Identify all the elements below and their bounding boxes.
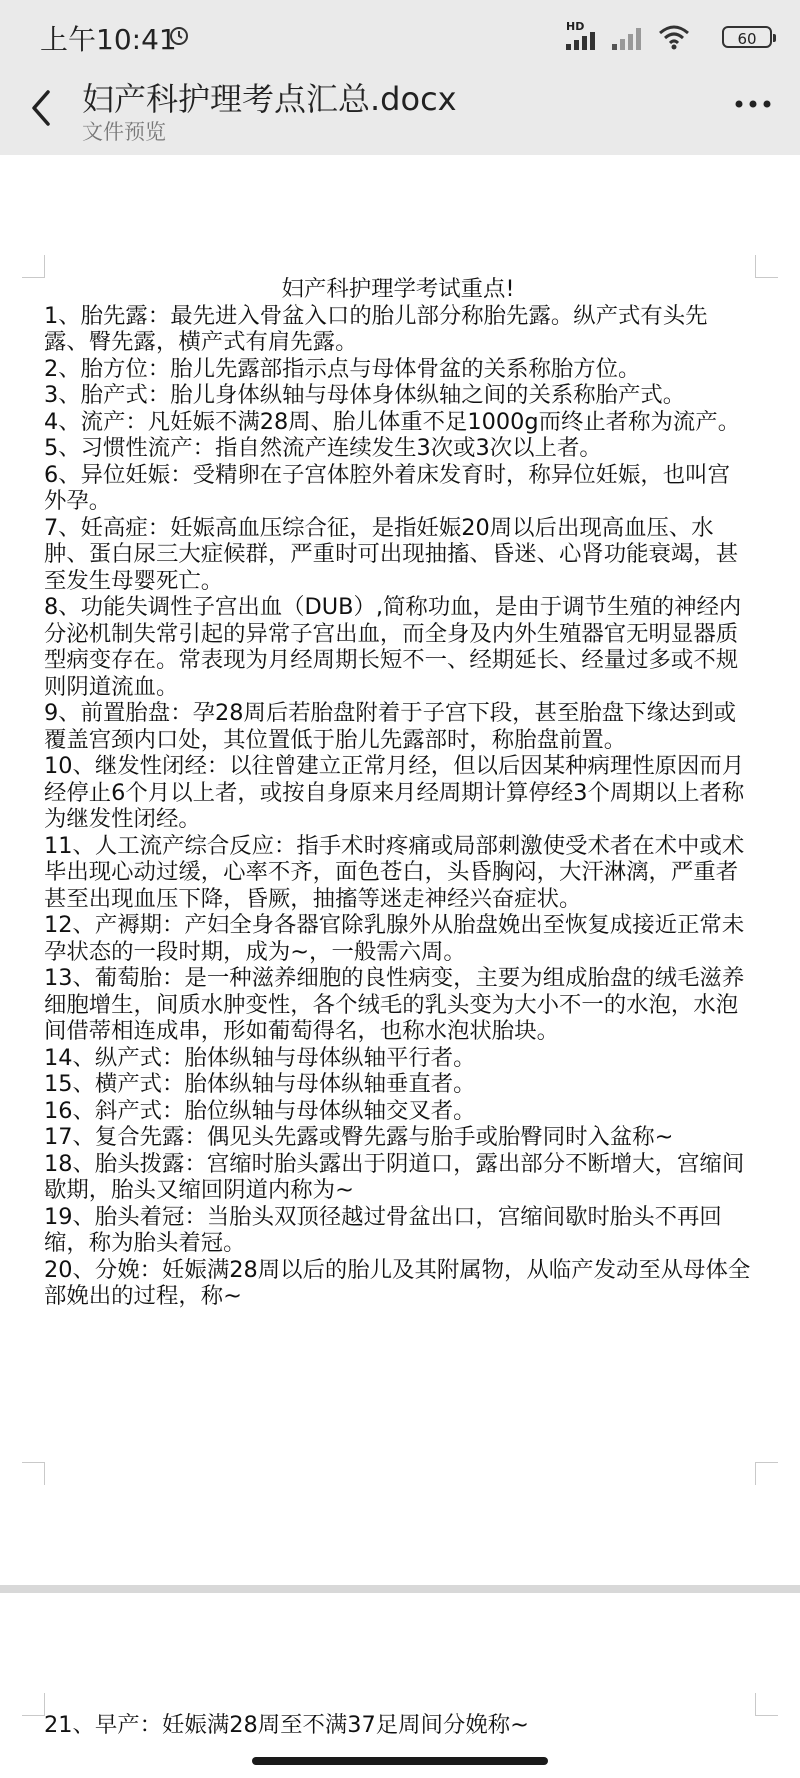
alarm-clock-icon: [168, 24, 190, 46]
document-entry: 18、胎头拨露：宫缩时胎头露出于阴道口，露出部分不断增大，宫缩间歇期，胎头又缩回阴道内称为~: [44, 1150, 745, 1203]
document-entry: 6、异位妊娠：受精卵在子宫体腔外着床发育时，称异位妊娠，也叫宫外孕。: [44, 461, 730, 514]
page-divider: [0, 1585, 800, 1593]
document-entry: 20、分娩：妊娠满28周以后的胎儿及其附属物，从临产发动至从母体全部娩出的过程，称~: [44, 1256, 751, 1309]
status-time: 上午10:41: [40, 23, 177, 56]
page-corner-mark: [755, 1462, 778, 1485]
document-entry: 2、胎方位：胎儿先露部指示点与母体骨盆的关系称胎方位。: [44, 355, 641, 382]
wifi-icon: [658, 24, 690, 50]
document-entry: 5、习惯性流产：指自然流产连续发生3次或3次以上者。: [44, 435, 602, 461]
document-entry: 10、继发性闭经：以往曾建立正常月经，但以后因某种病理性原因而月经停止6个月以上者，或按自身原来月经周期计算停经3个周期以上者称为继发性闭经。: [44, 753, 745, 832]
document-entry: 1、胎先露：最先进入骨盆入口的胎儿部分称胎先露。纵产式有头先露、臀先露，横产式有肩先露。: [44, 302, 708, 355]
file-title: 妇产科护理考点汇总.docx: [82, 80, 457, 118]
document-entry: 7、妊高症：妊娠高血压综合征，是指妊娠20周以后出现高血压、水肿、蛋白尿三大症候群，严重时可出现抽搐、昏迷、心肾功能衰竭，甚至发生母婴死亡。: [44, 514, 739, 594]
back-arrow-icon[interactable]: [26, 88, 56, 128]
battery-level: 60: [737, 30, 757, 48]
document-page-2[interactable]: [0, 1593, 800, 1778]
document-entry: 13、葡萄胎：是一种滋养细胞的良性病变，主要为组成胎盘的绒毛滋养细胞增生，间质水肿变性，各个绒毛的乳头变为大小不一的水泡，水泡间借蒂相连成串，形如葡萄得名，也称水泡状胎块。: [44, 965, 745, 1044]
status-bar: [0, 0, 800, 70]
document-entry: 9、前置胎盘：孕28周后若胎盘附着于子宫下段，甚至胎盘下缘达到或覆盖宫颈内口处，其位置低于胎儿先露部时，称胎盘前置。: [44, 700, 737, 753]
page-corner-mark: [22, 1693, 45, 1716]
document-entry: 15、横产式：胎体纵轴与母体纵轴垂直者。: [44, 1071, 476, 1097]
home-indicator[interactable]: [252, 1757, 548, 1765]
document-entry: 11、人工流产综合反应：指手术时疼痛或局部刺激使受术者在术中或术毕出现心动过缓，心率不齐，面色苍白，头昏胸闷，大汗淋漓，严重者甚至出现血压下降，昏厥，抽搐等迷走神经兴奋症状。: [44, 832, 745, 912]
document-entry: 8、功能失调性子宫出血（DUB）,简称功血，是由于调节生殖的神经内分泌机制失常引起的异常子宫出血，而全身及内外生殖器官无明显器质型病变存在。常表现为月经周期长短不一、经期延长、经量过多或不规则阴道流血。: [44, 594, 742, 700]
document-entry: 3、胎产式：胎儿身体纵轴与母体身体纵轴之间的关系称胎产式。: [44, 382, 686, 408]
more-dots-icon[interactable]: [734, 98, 772, 110]
cellular-signal-icon-2: [612, 28, 648, 50]
document-entry: 19、胎头着冠：当胎头双顶径越过骨盆出口，宫缩间歇时胎头不再回缩，称为胎头着冠。: [44, 1203, 722, 1256]
document-title: 妇产科护理学考试重点!: [281, 276, 515, 302]
document-body: [44, 276, 752, 1310]
cellular-signal-icon: [566, 32, 602, 50]
page-corner-mark: [755, 255, 778, 278]
app-bar: [0, 70, 800, 155]
document-entry: 17、复合先露：偶见头先露或臀先露与胎手或胎臀同时入盆称~: [44, 1124, 674, 1150]
page-corner-mark: [755, 1693, 778, 1716]
page-corner-mark: [22, 1462, 45, 1485]
battery-icon: [722, 26, 772, 48]
document-entry: 16、斜产式：胎位纵轴与母体纵轴交叉者。: [44, 1097, 476, 1124]
document-entry: 21、早产：妊娠满28周至不满37足周间分娩称~: [44, 1712, 529, 1738]
document-entry: 14、纵产式：胎体纵轴与母体纵轴平行者。: [44, 1044, 476, 1071]
network-label: HD: [566, 20, 585, 33]
document-entry: 12、产褥期：产妇全身各器官除乳腺外从胎盘娩出至恢复成接近正常未孕状态的一段时期，成为~，一般需六周。: [44, 912, 745, 965]
file-subtitle: 文件预览: [82, 120, 166, 144]
document-entry: 4、流产：凡妊娠不满28周、胎儿体重不足1000g而终止者称为流产。: [44, 408, 741, 435]
page-corner-mark: [22, 255, 45, 278]
